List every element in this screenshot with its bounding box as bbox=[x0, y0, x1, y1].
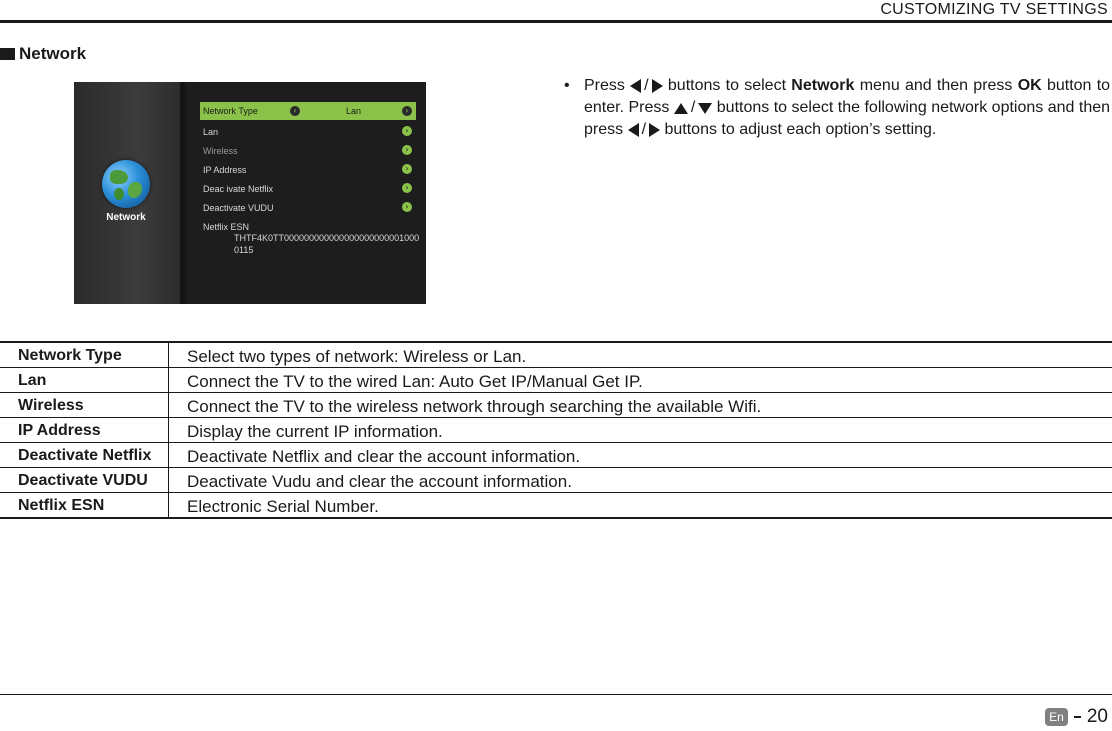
column-divider bbox=[168, 443, 169, 467]
table-term: Deactivate VUDU bbox=[18, 472, 148, 489]
footer-divider bbox=[0, 694, 1112, 695]
table-description: Select two types of network: Wireless or Lan. bbox=[187, 347, 527, 366]
section-heading-text: Network bbox=[19, 44, 87, 63]
table-description: Connect the TV to the wired Lan: Auto Get IP/Manual Get IP. bbox=[187, 372, 643, 391]
page-footer bbox=[1045, 706, 1108, 728]
tv-menu-screenshot bbox=[74, 82, 426, 304]
column-divider bbox=[168, 393, 169, 417]
page-header-title: CUSTOMIZING TV SETTINGS bbox=[880, 1, 1108, 18]
chevron-right-icon: › bbox=[402, 126, 412, 136]
table-term: Deactivate Netflix bbox=[18, 447, 152, 464]
globe-icon bbox=[102, 160, 150, 208]
tv-menu-item-netflix-esn: Netflix ESN bbox=[203, 221, 250, 232]
table-row bbox=[0, 343, 1112, 368]
table-row bbox=[0, 393, 1112, 418]
column-divider bbox=[168, 343, 169, 367]
bullet-icon: • bbox=[564, 77, 570, 94]
tv-menu-item-lan: Lan › bbox=[200, 122, 416, 141]
left-arrow-icon bbox=[630, 79, 641, 93]
tv-menu-item-value: Lan bbox=[346, 106, 362, 116]
table-row bbox=[0, 468, 1112, 493]
tv-left-panel bbox=[74, 82, 182, 304]
tv-menu-item-deactivate-vudu: Deactivate VUDU › bbox=[200, 198, 416, 217]
right-arrow-icon bbox=[652, 79, 663, 93]
table-description: Display the current IP information. bbox=[187, 422, 443, 441]
network-settings-table bbox=[0, 341, 1112, 519]
instruction-bold-network: Network bbox=[791, 77, 855, 95]
tv-menu-item-wireless: Wireless › bbox=[200, 141, 416, 160]
tv-menu-item-deactivate-netflix: Deac ivate Netflix › bbox=[200, 179, 416, 198]
chevron-right-icon: › bbox=[402, 202, 412, 212]
page-number: 20 bbox=[1086, 706, 1108, 727]
table-row bbox=[0, 493, 1112, 519]
footer-dash bbox=[1074, 716, 1081, 718]
table-row bbox=[0, 368, 1112, 393]
square-bullet-icon bbox=[0, 48, 15, 60]
header-divider bbox=[0, 20, 1112, 23]
column-divider bbox=[168, 493, 169, 517]
instruction-paragraph bbox=[564, 75, 1110, 142]
table-row bbox=[0, 418, 1112, 443]
table-term: Lan bbox=[18, 372, 47, 389]
table-term: IP Address bbox=[18, 422, 101, 439]
chevron-right-icon: › bbox=[402, 183, 412, 193]
table-term: Netflix ESN bbox=[18, 497, 105, 514]
instruction-text: Press / buttons to select Network menu and then press OK button to enter. Press / buttons to select the following network options and then press / buttons to adjust each option’s setting. bbox=[584, 77, 1111, 139]
tv-menu-item-network-type: Network Type ‹ Lan › bbox=[200, 102, 416, 120]
chevron-right-icon: › bbox=[402, 145, 412, 155]
tv-network-menu bbox=[200, 102, 416, 236]
table-description: Connect the TV to the wireless network through searching the available Wifi. bbox=[187, 397, 762, 416]
right-arrow-icon bbox=[649, 123, 660, 137]
table-row bbox=[0, 443, 1112, 468]
table-term: Wireless bbox=[18, 397, 84, 414]
column-divider bbox=[168, 418, 169, 442]
table-description: Deactivate Vudu and clear the account information. bbox=[187, 472, 572, 491]
column-divider bbox=[168, 468, 169, 492]
left-arrow-icon bbox=[628, 123, 639, 137]
tv-esn-code: THTF4K0TT0000000000000000000000010000115 bbox=[234, 233, 420, 255]
table-description: Deactivate Netflix and clear the account information. bbox=[187, 447, 581, 466]
chevron-right-icon: › bbox=[402, 164, 412, 174]
chevron-right-icon: › bbox=[402, 106, 412, 116]
instruction-bold-ok: OK bbox=[1017, 77, 1042, 95]
table-description: Electronic Serial Number. bbox=[187, 497, 379, 516]
column-divider bbox=[168, 368, 169, 392]
language-badge: En bbox=[1045, 708, 1068, 726]
chevron-left-icon: ‹ bbox=[290, 106, 300, 116]
down-arrow-icon bbox=[698, 103, 712, 114]
tv-menu-item-ip-address: IP Address › bbox=[200, 160, 416, 179]
tv-globe-label: Network bbox=[106, 212, 146, 223]
table-term: Network Type bbox=[18, 347, 122, 364]
section-heading bbox=[0, 44, 86, 64]
up-arrow-icon bbox=[674, 103, 688, 114]
